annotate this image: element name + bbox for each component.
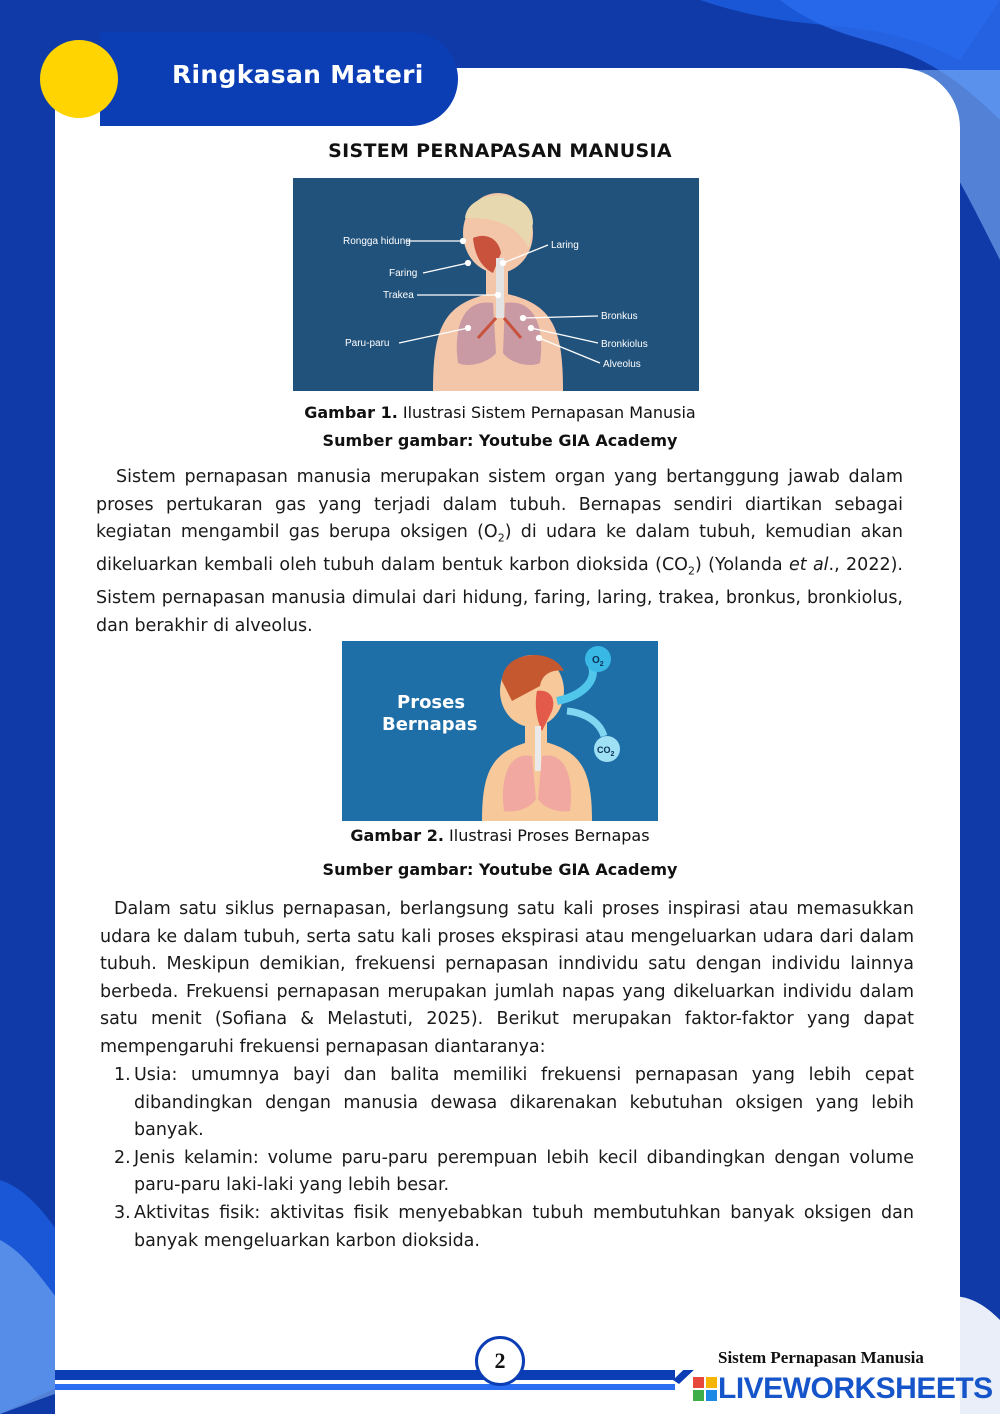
label-paru-paru: Paru-paru — [345, 338, 390, 349]
list-item — [114, 1062, 914, 1145]
paragraph-1-text-d: ., 2022). Sistem pernapasan manusia dimulai dari hidung, faring, laring, trakea, bronkus, bronkiolus, dan berakhir di alveolus. — [96, 555, 903, 636]
co2-label-subscript: 2 — [610, 751, 615, 758]
list-item-text: Jenis kelamin: volume paru-paru perempuan lebih kecil dibandingkan dengan volume paru-paru laki-laki yang lebih besar. — [134, 1147, 914, 1196]
paragraph-1 — [96, 464, 903, 641]
header-tab-title: Ringkasan Materi — [172, 60, 424, 89]
figure2-caption-text: Ilustrasi Proses Bernapas — [449, 826, 650, 845]
list-item-text: Aktivitas fisik: aktivitas fisik menyebabkan tubuh membutuhkan banyak oksigen dan banyak mengeluarkan karbon dioksida. — [134, 1202, 914, 1251]
footer-label: Sistem Pernapasan Manusia — [718, 1348, 924, 1367]
paragraph-1-text-c: ) (Yolanda — [694, 555, 789, 576]
label-faring: Faring — [389, 268, 418, 279]
sun-circle-icon — [40, 40, 118, 118]
paragraph-1-text-a: Sistem pernapasan manusia merupakan sistem organ yang bertanggung jawab dalam proses pertukaran gas yang terjadi dalam tubuh. Bernapas sendiri diartikan sebagai kegiatan mengambil gas berupa oksigen (O — [96, 467, 903, 543]
list-item-text: Usia: umumnya bayi dan balita memiliki frekuensi pernapasan yang lebih cepat dibandingkan dengan manusia dewasa dikarenakan kebutuhan oksigen yang lebih banyak. — [134, 1065, 914, 1141]
o2-subscript: 2 — [497, 531, 505, 545]
list-item-number: 2. — [114, 1147, 131, 1168]
figure1-source: Sumber gambar: Youtube GIA Academy — [322, 431, 678, 450]
figure2-source: Sumber gambar: Youtube GIA Academy — [322, 860, 678, 879]
paragraph-2: Dalam satu siklus pernapasan, berlangsung satu kali proses inspirasi atau memasukkan udara ke dalam tubuh, serta satu kali proses ekspirasi atau mengeluarkan udara dari dalam tubuh. Meskipun demikian, frekuensi pernapasan inndividu satu dengan individu lainnya berbeda. Frekuensi pernapasan merupakan jumlah napas yang dikeluarkan individu dalam satu menit (Sofiana & Melastuti, 2025). Berikut merupakan faktor-faktor yang dapat mempengaruhi frekuensi pernapasan diantaranya: — [100, 899, 914, 1057]
figure2-title-line1: Proses — [397, 692, 466, 713]
paragraph-1-text-b: ) di udara ke dalam tubuh, kemudian akan dikeluarkan kembali oleh tubuh dalam bentuk karbon dioksida (CO — [96, 522, 903, 576]
figure2-caption — [0, 826, 1000, 845]
o2-label: O — [592, 655, 600, 666]
figure1-caption-label: Gambar 1. — [304, 403, 398, 422]
co2-label: CO — [597, 745, 611, 755]
label-bronkus: Bronkus — [601, 311, 638, 322]
figure2-title-line2: Bernapas — [382, 714, 478, 735]
breathing-process-illustration — [342, 641, 658, 821]
factor-list — [114, 1062, 914, 1255]
list-item-number: 1. — [114, 1065, 131, 1085]
label-trakea: Trakea — [383, 290, 414, 301]
et-al-italic: et al — [788, 555, 829, 576]
figure2-caption-label: Gambar 2. — [350, 826, 444, 845]
liveworksheets-brand: LIVEWORKSHEETS — [718, 1372, 993, 1405]
list-item — [114, 1145, 914, 1200]
co2-subscript: 2 — [687, 564, 695, 578]
figure1-caption — [0, 403, 1000, 422]
list-item-number: 3. — [114, 1202, 131, 1223]
label-alveolus: Alveolus — [603, 359, 641, 370]
figure1-caption-text: Ilustrasi Sistem Pernapasan Manusia — [402, 403, 696, 422]
label-laring: Laring — [551, 240, 579, 251]
respiratory-system-illustration — [293, 178, 699, 391]
label-bronkiolus: Bronkiolus — [601, 339, 648, 350]
o2-label-subscript: 2 — [599, 661, 604, 668]
label-rongga-hidung: Rongga hidung — [343, 236, 411, 247]
list-item — [114, 1200, 914, 1255]
page-number-badge: 2 — [475, 1336, 525, 1386]
liveworksheets-logo-icon — [693, 1377, 717, 1401]
page-title: SISTEM PERNAPASAN MANUSIA — [328, 140, 672, 162]
